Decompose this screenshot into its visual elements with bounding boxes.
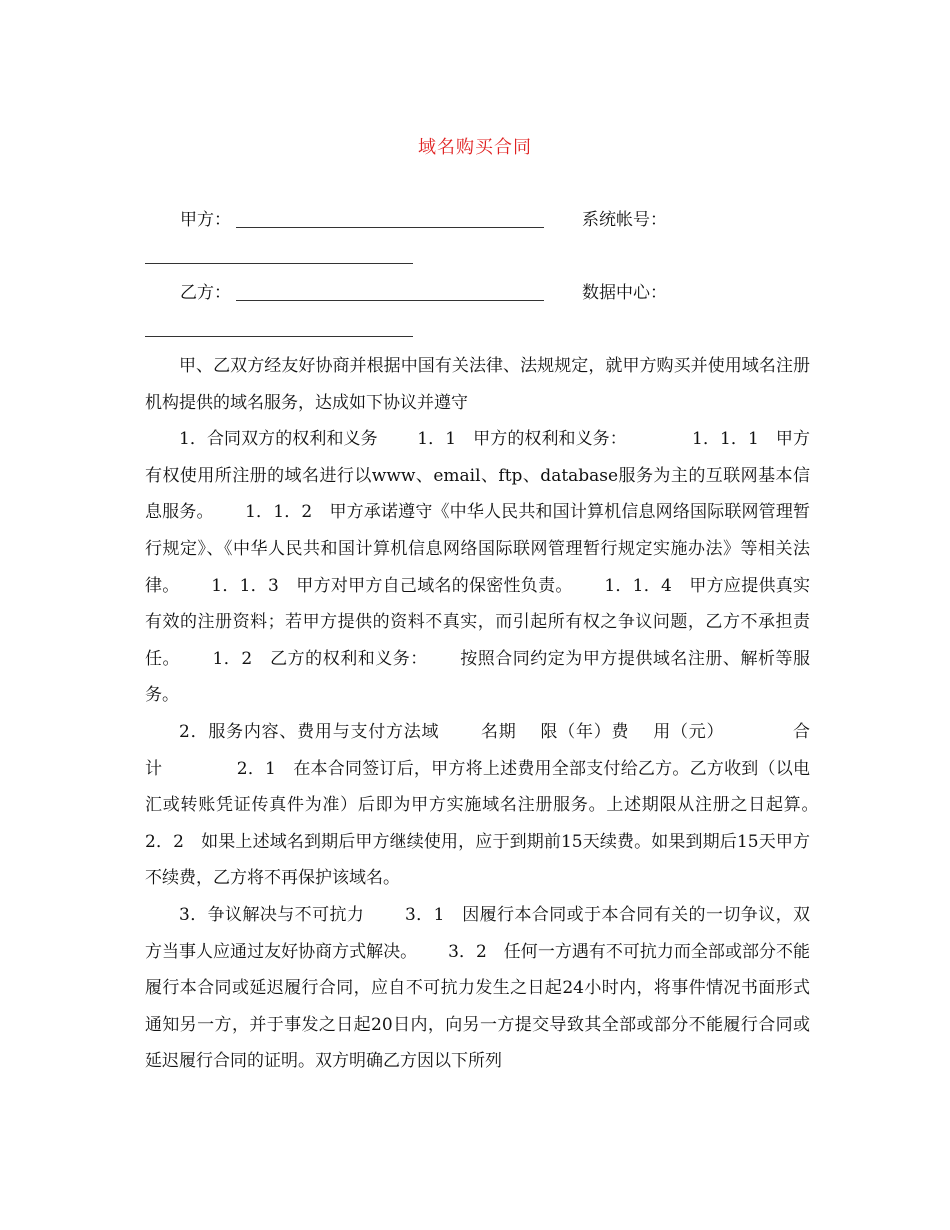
party-a-label: 甲方： [180,210,231,230]
party-b-label: 乙方： [180,283,231,303]
document-title: 域名购买合同 [418,137,532,158]
party-a-blank [236,227,544,228]
intro-paragraph: 甲、乙双方经友好协商并根据中国有关法律、法规规定，就甲方购买并使用域名注册机构提供的域名服务，达成如下协议并遵守 [145,356,810,413]
account-label: 系统帐号： [582,210,667,230]
section-3-paragraph: 3．争议解决与不可抗力 3．1 因履行本合同或于本合同有关的一切争议，双方当事人应通过友好协商方式解决。 3．2 任何一方遇有不可抗力而全部或部分不能履行本合同或延迟履行合同，应自不可抗力发生之日起24小时内，将事件情况书面形式通知另一方，并于事发之日起20日内，向另一方提交导致其全部或部分不能履行合同或延迟履行合同的证明。双方明确乙方因以下所列 [145,904,810,1072]
section-2-paragraph: 2．服务内容、费用与支付方法域 名期 限（年）费 用（元） 合 计 2．1 在本合同签订后，甲方将上述费用全部支付给乙方。乙方收到（以电汇或转账凭证传真件为准）后即为甲方实施域名注册服务。上述期限从注册之日起算。 2．2 如果上述域名到期后甲方继续使用，应于到期前15天续费。如果到期后15天甲方不续费，乙方将不再保护该域名。 [145,721,850,889]
datacenter-label: 数据中心： [582,283,667,303]
account-blank [145,263,413,264]
section-1-paragraph: 1．合同双方的权利和义务 1．1 甲方的权利和义务： 1．1．1 甲方有权使用所注册的域名进行以www、email、ftp、database服务为主的互联网基本信息服务。 1．1．2 甲方承诺遵守《中华人民共和国计算机信息网络国际联网管理暂行规定》、《中华人民共和国计算机信息网络国际联网管理暂行规定实施办法》等相关法律。 1．1．3 甲方对甲方自己域名的保密性负责。 1．1．4 甲方应提供真实有效的注册资料；若甲方提供的资料不真实，而引起所有权之争议问题，乙方不承担责任。 1．2 乙方的权利和义务： 按照合同约定为甲方提供域名注册、解析等服务。 [145,429,810,706]
datacenter-blank [145,336,413,337]
contract-body [145,348,850,1080]
party-b-blank [236,300,544,301]
